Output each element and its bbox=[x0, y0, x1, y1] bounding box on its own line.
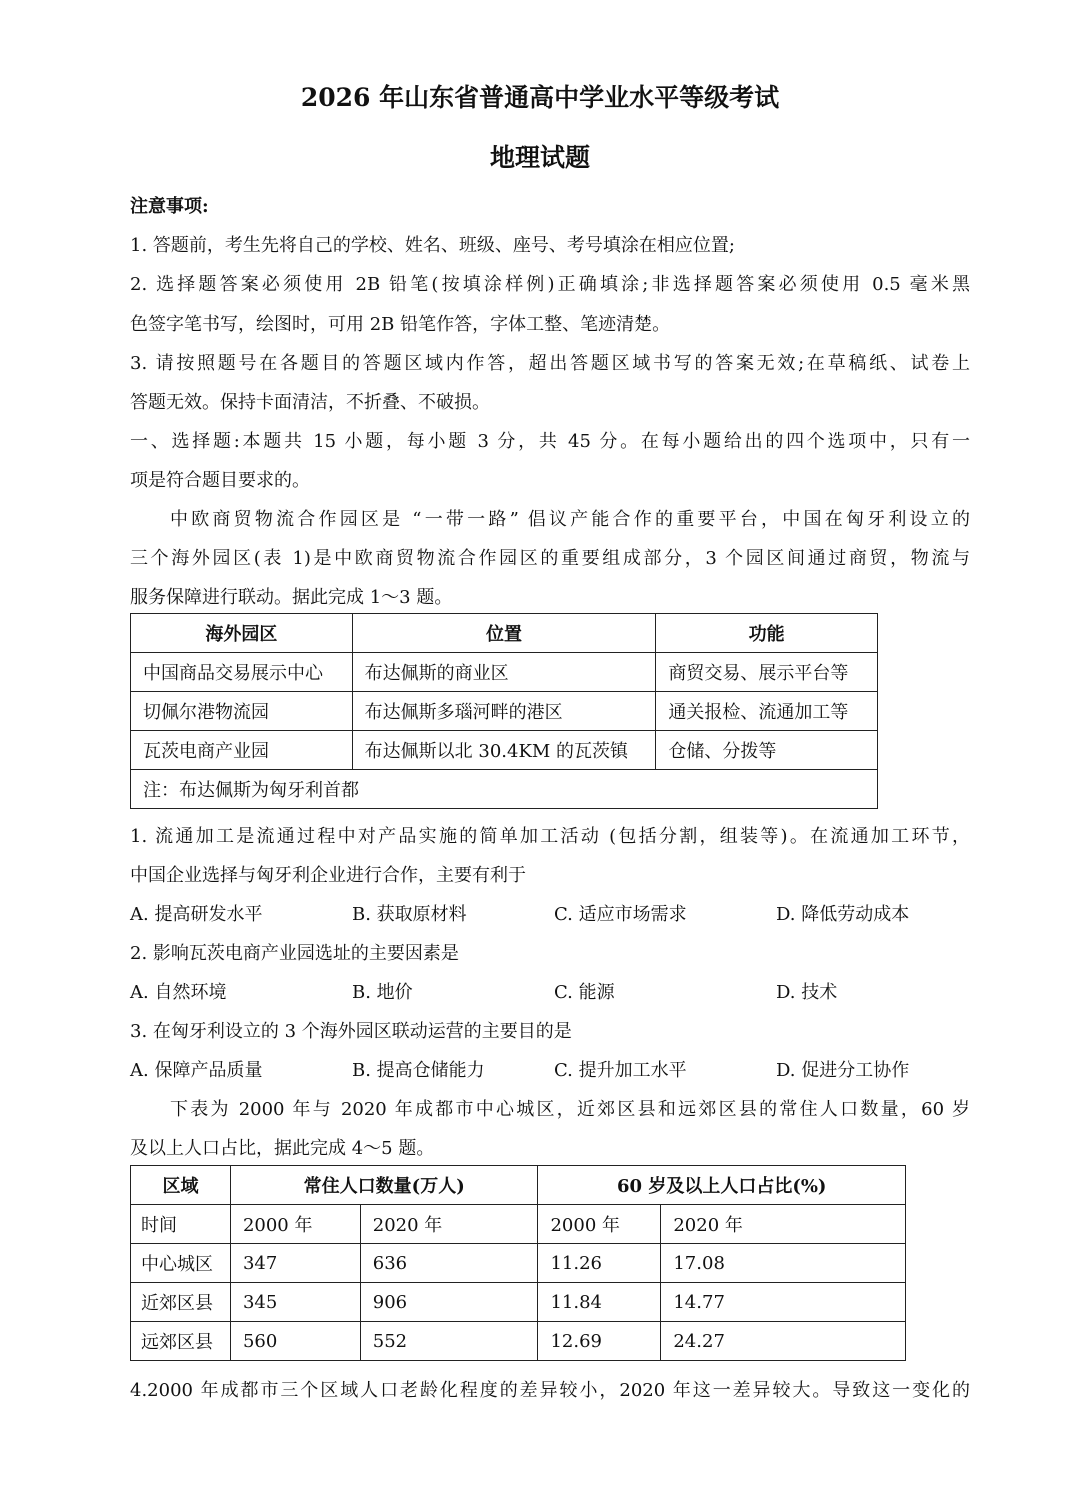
table-cell: 布达佩斯以北 30.4KM 的瓦茨镇 bbox=[352, 731, 656, 770]
notice-item-3-line-1: 3. 请按照题号在各题目的答题区域内作答，超出答题区域书写的答案无效;在草稿纸、试卷上 bbox=[130, 353, 970, 374]
table-1-header-cell: 海外园区 bbox=[131, 614, 353, 653]
table-2-time-label: 时间 bbox=[131, 1205, 231, 1244]
table-cell: 商贸交易、展示平台等 bbox=[656, 653, 878, 692]
table-row bbox=[131, 1244, 906, 1283]
passage-1-line-3: 服务保障进行联动。据此完成 1～3 题。 bbox=[130, 587, 453, 608]
table-cell: 切佩尔港物流园 bbox=[131, 692, 353, 731]
option-a[interactable]: A. 提高研发水平 bbox=[130, 904, 263, 925]
option-a[interactable]: A. 保障产品质量 bbox=[130, 1060, 263, 1081]
table-row bbox=[131, 653, 878, 692]
table-cell: 636 bbox=[360, 1244, 538, 1283]
table-cell: 347 bbox=[230, 1244, 360, 1283]
section-1-line-2: 项是符合题目要求的。 bbox=[130, 470, 310, 491]
option-d[interactable]: D. 促进分工协作 bbox=[776, 1060, 910, 1081]
option-c[interactable]: C. 提升加工水平 bbox=[554, 1060, 687, 1081]
table-2-year-cell: 2020 年 bbox=[360, 1205, 538, 1244]
notice-item-2-line-1: 2. 选择题答案必须使用 2B 铅笔(按填涂样例)正确填涂;非选择题答案必须使用 0.5 毫米黑 bbox=[130, 274, 970, 295]
table-cell: 24.27 bbox=[661, 1322, 906, 1361]
table-1-note: 注：布达佩斯为匈牙利首都 bbox=[131, 770, 878, 809]
option-d[interactable]: D. 降低劳动成本 bbox=[776, 904, 910, 925]
question-1-line-2: 中国企业选择与匈牙利企业进行合作，主要有利于 bbox=[130, 865, 526, 886]
option-d[interactable]: D. 技术 bbox=[776, 982, 838, 1003]
table-cell: 远郊区县 bbox=[131, 1322, 231, 1361]
table-2-header-aged-ratio: 60 岁及以上人口占比(%) bbox=[538, 1166, 906, 1205]
table-1-header-cell: 功能 bbox=[656, 614, 878, 653]
notice-item-3-line-2: 答题无效。保持卡面清洁，不折叠、不破损。 bbox=[130, 392, 490, 413]
table-cell: 12.69 bbox=[538, 1322, 661, 1361]
section-1-line-1: 一、选择题:本题共 15 小题，每小题 3 分，共 45 分。在每小题给出的四个选项中，只有一 bbox=[130, 431, 970, 452]
table-row bbox=[131, 692, 878, 731]
table-cell: 通关报检、流通加工等 bbox=[656, 692, 878, 731]
table-cell: 345 bbox=[230, 1283, 360, 1322]
passage-2-line-2: 及以上人口占比，据此完成 4～5 题。 bbox=[130, 1138, 435, 1159]
table-1-header-cell: 位置 bbox=[352, 614, 656, 653]
exam-title: 2026 年山东省普通高中学业水平等级考试 bbox=[300, 83, 780, 112]
question-3-stem: 3. 在匈牙利设立的 3 个海外园区联动运营的主要目的是 bbox=[130, 1021, 572, 1042]
table-cell: 仓储、分拨等 bbox=[656, 731, 878, 770]
table-2-year-cell: 2000 年 bbox=[538, 1205, 661, 1244]
table-cell: 布达佩斯多瑙河畔的港区 bbox=[352, 692, 656, 731]
option-b[interactable]: B. 获取原材料 bbox=[352, 904, 467, 925]
table-cell: 560 bbox=[230, 1322, 360, 1361]
table-cell: 552 bbox=[360, 1322, 538, 1361]
option-c[interactable]: C. 能源 bbox=[554, 982, 615, 1003]
table-2-header-region: 区域 bbox=[131, 1166, 231, 1205]
table-cell: 近郊区县 bbox=[131, 1283, 231, 1322]
passage-1-line-2: 三个海外园区(表 1)是中欧商贸物流合作园区的重要组成部分，3 个园区间通过商贸，物流与 bbox=[130, 548, 970, 569]
option-b[interactable]: B. 提高仓储能力 bbox=[352, 1060, 485, 1081]
passage-2-line-1: 下表为 2000 年与 2020 年成都市中心城区，近郊区县和远郊区县的常住人口数量，60 岁 bbox=[170, 1099, 970, 1120]
table-cell: 906 bbox=[360, 1283, 538, 1322]
table-2-year-cell: 2000 年 bbox=[230, 1205, 360, 1244]
option-c[interactable]: C. 适应市场需求 bbox=[554, 904, 687, 925]
table-cell: 17.08 bbox=[661, 1244, 906, 1283]
table-cell: 中国商品交易展示中心 bbox=[131, 653, 353, 692]
table-2-year-row bbox=[131, 1205, 906, 1244]
table-2 bbox=[130, 1165, 906, 1361]
question-4-line-1: 4.2000 年成都市三个区域人口老龄化程度的差异较小，2020 年这一差异较大。导致这一变化的 bbox=[130, 1380, 970, 1401]
table-2-header-population: 常住人口数量(万人) bbox=[230, 1166, 538, 1205]
table-cell: 14.77 bbox=[661, 1283, 906, 1322]
notice-heading: 注意事项: bbox=[130, 196, 209, 217]
table-1-header-row bbox=[131, 614, 878, 653]
table-cell: 11.84 bbox=[538, 1283, 661, 1322]
question-2-stem: 2. 影响瓦茨电商产业园选址的主要因素是 bbox=[130, 943, 459, 964]
table-1 bbox=[130, 613, 878, 809]
table-row bbox=[131, 731, 878, 770]
table-2-year-cell: 2020 年 bbox=[661, 1205, 906, 1244]
notice-item-2-line-2: 色签字笔书写，绘图时，可用 2B 铅笔作答，字体工整、笔迹清楚。 bbox=[130, 314, 671, 335]
table-cell: 11.26 bbox=[538, 1244, 661, 1283]
passage-1-line-1: 中欧商贸物流合作园区是 “一带一路” 倡议产能合作的重要平台，中国在匈牙利设立的 bbox=[170, 509, 970, 530]
option-b[interactable]: B. 地价 bbox=[352, 982, 413, 1003]
table-cell: 中心城区 bbox=[131, 1244, 231, 1283]
table-1-note-row bbox=[131, 770, 878, 809]
table-cell: 瓦茨电商产业园 bbox=[131, 731, 353, 770]
option-a[interactable]: A. 自然环境 bbox=[130, 982, 227, 1003]
question-1-line-1: 1. 流通加工是流通过程中对产品实施的简单加工活动 (包括分割，组装等)。在流通加工环节， bbox=[130, 826, 970, 847]
table-2-header-row bbox=[131, 1166, 906, 1205]
notice-item-1: 1. 答题前，考生先将自己的学校、姓名、班级、座号、考号填涂在相应位置; bbox=[130, 235, 735, 256]
table-row bbox=[131, 1283, 906, 1322]
table-cell: 布达佩斯的商业区 bbox=[352, 653, 656, 692]
table-row bbox=[131, 1322, 906, 1361]
exam-subject: 地理试题 bbox=[489, 143, 590, 172]
